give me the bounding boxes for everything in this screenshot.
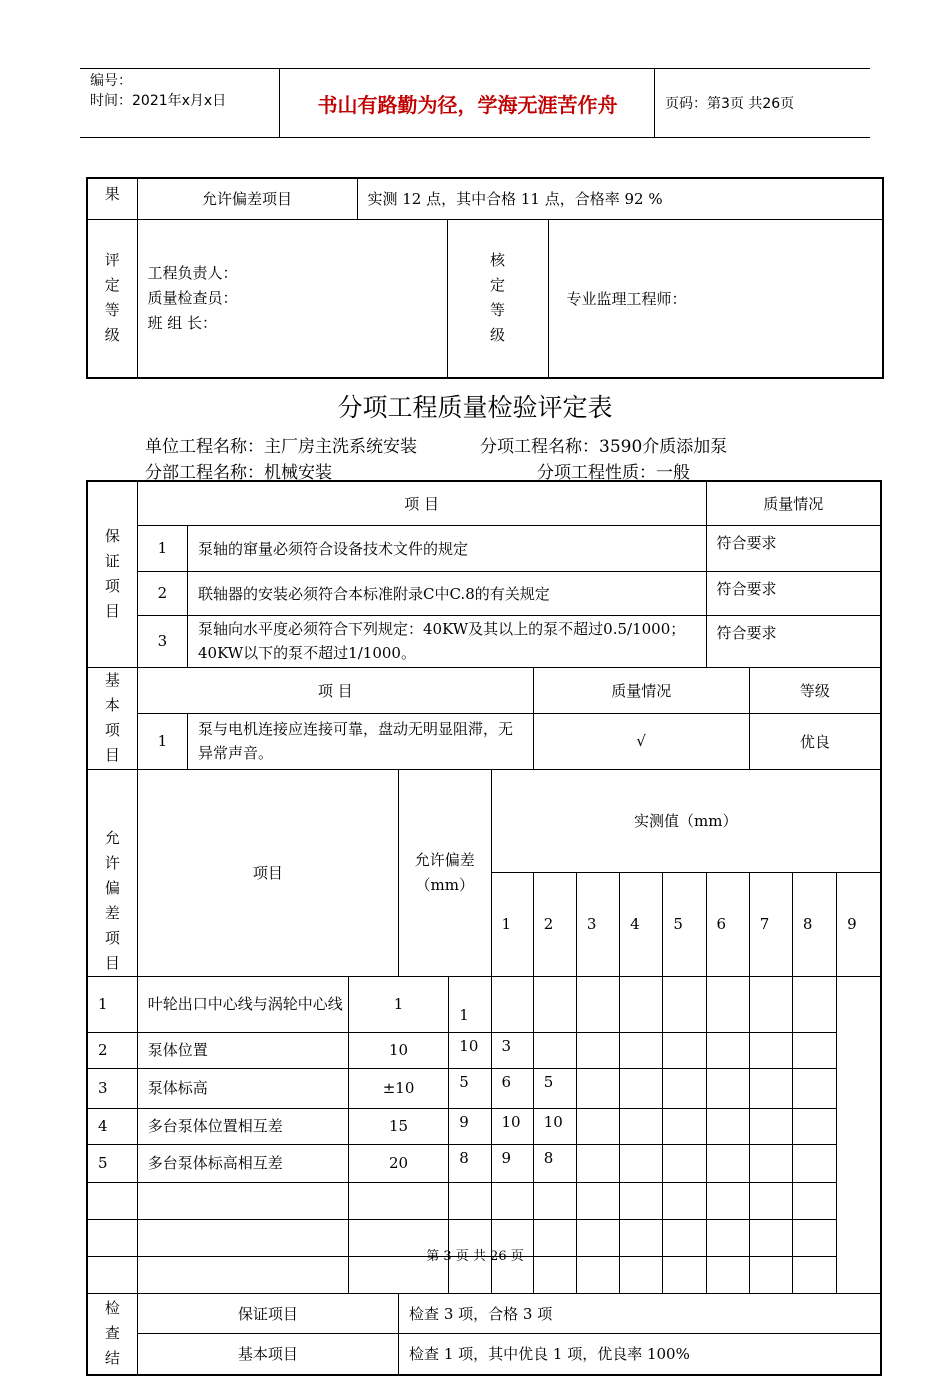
basic-col-grade: 等级 (749, 667, 881, 713)
measured-value-cell (533, 1032, 576, 1068)
measured-value-cell (792, 1108, 836, 1144)
measured-value-cell: 9 (491, 1144, 533, 1182)
page-header (80, 68, 870, 138)
measured-value-cell (706, 1144, 749, 1182)
measured-value-cell: 3 (491, 1032, 533, 1068)
basic-section-label: 基本项目 (87, 667, 137, 769)
page-info: 页码：第3页 共26页 (665, 96, 795, 112)
guarantee-section-label: 保证项目 (87, 481, 137, 667)
guarantee-row-item: 泵轴向水平度必须符合下列规定：40KW及其以上的泵不超过0.5/1000；40KW以下的泵不超过1/1000。 (188, 615, 707, 667)
tolerance-row-item: 叶轮出口中心线与涡轮中心线 (137, 976, 348, 1032)
empty-cell (663, 1182, 706, 1219)
verify-label: 核定等级 (447, 219, 548, 378)
empty-row (87, 1182, 881, 1219)
measure-col-header: 9 (837, 873, 881, 977)
measured-value-cell (792, 1032, 836, 1068)
guarantee-col-quality: 质量情况 (706, 481, 881, 525)
measured-value-cell: 8 (449, 1144, 491, 1182)
tolerance-row-allow: 15 (348, 1108, 449, 1144)
guarantee-row-no: 1 (137, 525, 187, 571)
tolerance-row-no: 1 (87, 976, 137, 1032)
tolerance-row-allow: ±10 (348, 1068, 449, 1108)
tolerance-row-allow: 10 (348, 1032, 449, 1068)
guarantee-col-item: 项 目 (137, 481, 706, 525)
measured-value-cell: 6 (491, 1068, 533, 1108)
tolerance-col-allow: 允许偏差 （mm） (399, 769, 491, 976)
measured-value-cell (706, 976, 749, 1032)
number-label: 编号： (90, 73, 132, 89)
measured-value-cell (706, 1032, 749, 1068)
check-section-label: 检查结 (87, 1293, 137, 1375)
check-guarantee-label: 保证项目 (137, 1293, 398, 1333)
allow-label: 允许偏差项目 (137, 178, 357, 219)
measured-value-cell (620, 1144, 663, 1182)
measured-value-cell (749, 1144, 792, 1182)
empty-cell (749, 1182, 792, 1219)
header-left (80, 69, 280, 137)
measured-value-cell (749, 1068, 792, 1108)
measure-col-header: 8 (792, 873, 836, 977)
empty-cell (491, 1182, 533, 1219)
check-guarantee-value: 检查 3 项，合格 3 项 (399, 1293, 881, 1333)
tolerance-row-no: 4 (87, 1108, 137, 1144)
tolerance-row-allow: 1 (348, 976, 449, 1032)
quality-inspector-label: 质量检查员： (147, 288, 238, 307)
tolerance-row-item: 泵体位置 (137, 1032, 348, 1068)
measured-value-cell (749, 1032, 792, 1068)
empty-cell (792, 1182, 836, 1219)
tolerance-col-measured: 实测值（mm） (491, 769, 881, 873)
guarantee-row-quality: 符合要求 (706, 525, 881, 571)
previous-eval-table (86, 177, 884, 379)
supervisor-label: 专业监理工程师： (548, 219, 883, 378)
empty-cell (348, 1182, 449, 1219)
measured-value-cell: 9 (449, 1108, 491, 1144)
measured-value-cell (792, 1144, 836, 1182)
empty-cell (576, 1182, 619, 1219)
measured-value-cell (706, 1068, 749, 1108)
measured-value-cell: 10 (533, 1108, 576, 1144)
part-project: 分部工程名称：机械安装 (145, 463, 332, 483)
tolerance-row-no: 5 (87, 1144, 137, 1182)
tolerance-row-item: 多台泵体标高相互差 (137, 1144, 348, 1182)
measured-value-cell (533, 976, 576, 1032)
basic-col-quality: 质量情况 (533, 667, 749, 713)
motto: 书山有路勤为径，学海无涯苦作舟 (281, 69, 655, 137)
basic-row-grade: 优良 (749, 713, 881, 769)
measure-col-header: 6 (706, 873, 749, 977)
tolerance-row (87, 976, 881, 1032)
measured-value-cell (663, 1032, 706, 1068)
measure-col-header: 2 (533, 873, 576, 977)
measured-value-cell (620, 1068, 663, 1108)
measured-value-cell: 8 (533, 1144, 576, 1182)
team-leader-label: 班 组 长： (147, 313, 218, 332)
project-manager-label: 工程负责人： (147, 263, 238, 282)
tolerance-section-label: 允许偏差项目 (87, 769, 137, 976)
measured-value-cell (576, 1144, 619, 1182)
time-label: 时间：2021年x月x日 (90, 93, 227, 109)
empty-cell (137, 1182, 348, 1219)
measure-col-header: 3 (576, 873, 619, 977)
guarantee-row-item: 联轴器的安装必须符合本标准附录C中C.8的有关规定 (188, 571, 707, 615)
tolerance-row-item: 多台泵体位置相互差 (137, 1108, 348, 1144)
measured-value-cell (663, 1068, 706, 1108)
tolerance-row-allow: 20 (348, 1144, 449, 1182)
basic-row-item: 泵与电机连接应连接可靠，盘动无明显阻滞，无异常声音。 (188, 713, 534, 769)
measure-col-header: 5 (663, 873, 706, 977)
quality-eval-table (86, 480, 882, 1376)
measured-value-cell: 5 (449, 1068, 491, 1108)
unit-project: 单位工程名称：主厂房主洗系统安装 (145, 437, 417, 457)
guarantee-row-no: 2 (137, 571, 187, 615)
tolerance-row (87, 1068, 881, 1108)
measured-value-cell (749, 976, 792, 1032)
result-char: 果 (87, 178, 137, 219)
basic-row-quality: √ (533, 713, 749, 769)
guarantee-row-no: 3 (137, 615, 187, 667)
tolerance-row-no: 2 (87, 1032, 137, 1068)
measured-value-cell (576, 976, 619, 1032)
measured-value-cell (749, 1108, 792, 1144)
guarantee-row-item: 泵轴的窜量必须符合设备技术文件的规定 (188, 525, 707, 571)
page-footer: 第 3 页 共 26 页 (426, 1249, 524, 1264)
eval-label: 评定等级 (87, 219, 137, 378)
measured-value-cell (620, 1108, 663, 1144)
guarantee-row-quality: 符合要求 (706, 571, 881, 615)
tolerance-row (87, 1144, 881, 1182)
measured-value-cell (792, 976, 836, 1032)
project-nature: 分项工程性质：一般 (537, 463, 690, 483)
check-basic-label: 基本项目 (137, 1333, 398, 1375)
measured-value-cell (576, 1032, 619, 1068)
empty-cell (87, 1182, 137, 1219)
measured-value-cell (576, 1108, 619, 1144)
measure-col-header: 1 (491, 873, 533, 977)
measured-value-cell: 10 (491, 1108, 533, 1144)
allow-value: 实测 12 点，其中合格 11 点，合格率 92 % (357, 178, 883, 219)
measured-value-cell (792, 1068, 836, 1108)
empty-cell (533, 1182, 576, 1219)
measure-col-header: 4 (620, 873, 663, 977)
measured-value-cell: 1 (449, 976, 491, 1032)
empty-cell (620, 1182, 663, 1219)
guarantee-row-quality: 符合要求 (706, 615, 881, 667)
measured-value-cell: 5 (533, 1068, 576, 1108)
tolerance-row-item: 泵体标高 (137, 1068, 348, 1108)
measured-value-cell (620, 1032, 663, 1068)
tolerance-row-no: 3 (87, 1068, 137, 1108)
measured-value-cell (663, 1144, 706, 1182)
tolerance-col-item: 项目 (137, 769, 398, 976)
measured-value-cell (620, 976, 663, 1032)
measured-value-cell (491, 976, 533, 1032)
basic-col-item: 项 目 (137, 667, 533, 713)
measured-value-cell (663, 976, 706, 1032)
page-title: 分项工程质量检验评定表 (337, 393, 613, 422)
measured-value-cell (706, 1108, 749, 1144)
measured-value-cell (576, 1068, 619, 1108)
tolerance-row (87, 1108, 881, 1144)
basic-row-no: 1 (137, 713, 187, 769)
measured-value-cell: 10 (449, 1032, 491, 1068)
responsible-block (137, 219, 447, 378)
measured-value-cell (663, 1108, 706, 1144)
measure-col-header: 7 (749, 873, 792, 977)
empty-cell (449, 1182, 491, 1219)
tolerance-row (87, 1032, 881, 1068)
empty-cell (706, 1182, 749, 1219)
check-basic-value: 检查 1 项，其中优良 1 项，优良率 100% (399, 1333, 881, 1375)
sub-project: 分项工程名称：3590介质添加泵 (480, 437, 728, 457)
